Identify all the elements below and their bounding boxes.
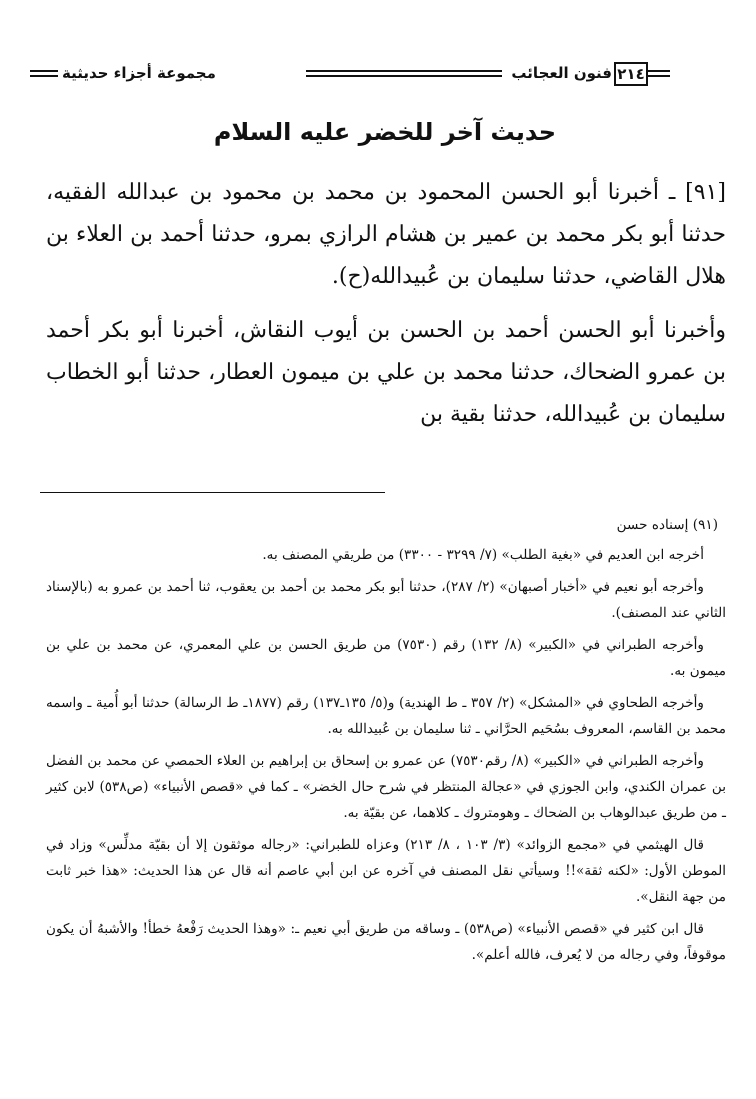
footnote: قال ابن كثير في «قصص الأنبياء» (ص٥٣٨) ـ وساقه من طريق أبي نعيم ـ: «وهذا الحديث رَفْعهُ خطأ! والأشبهُ أن يكون موقوفاً، وفي رجاله من لا يُعرف، فالله أعلم».: [46, 921, 726, 963]
footnote: قال الهيثمي في «مجمع الزوائد» (٣/ ١٠٣ ، ٨/ ٢١٣) وعزاه للطبراني: «رجاله موثقون إلا أن بقيّة مدلِّس» وزاد في الموطن الأول: «لكنه ثقة»!! وسيأتي نقل المصنف في آخره عن ابن أبي عاصم أنه قال عن هذا الحديث: «هذا خبر ثابت من جهة النقل».: [46, 837, 726, 905]
running-header: [40, 58, 730, 92]
footnotes: [46, 512, 726, 974]
page-number: ٢١٤: [614, 62, 648, 86]
book-page: [40, 40, 730, 1070]
footnote-heading: (٩١) إسناده حسن: [616, 517, 718, 533]
main-text: [46, 172, 726, 446]
hadith-paragraph: وأخبرنا أبو الحسن أحمد بن الحسن بن أيوب النقاش، أخبرنا أبو بكر أحمد بن عمرو الضحاك، حدثنا محمد بن علي بن ميمون العطار، حدثنا أبو الخطاب سليمان بن عُبيدالله، حدثنا بقية بن: [46, 318, 726, 427]
footnote: أخرجه ابن العديم في «بغية الطلب» (٧/ ٣٢٩٩ - ٣٣٠٠) من طريقي المصنف به.: [262, 547, 704, 563]
footnote: وأخرجه الطبراني في «الكبير» (٨/ ١٣٢) رقم (٧٥٣٠) من طريق الحسن بن علي المعمري، عن محمد بن علي بن ميمون به.: [46, 637, 726, 679]
header-rule: [30, 70, 58, 77]
footnote-separator: [40, 492, 385, 493]
footnote: وأخرجه الطبراني في «الكبير» (٨/ رقم٧٥٣٠) عن عمرو بن إسحاق بن إبراهيم بن العلاء الحمصي عن محمد بن الفضل بن عمران الكندي، وابن الجوزي في «عجالة المنتظر في شرح حال الخضر» ـ كما في «قصص الأنبياء» (ص٥٣٨) لابن كثير ـ من طريق عبدالوهاب بن الضحاك ـ وهومتروك ـ كلاهما، عن بقيّة به.: [46, 753, 726, 821]
footnote: وأخرجه أبو نعيم في «أخبار أصبهان» (٢/ ٢٨٧)، حدثنا أبو بكر محمد بن أحمد بن يعقوب، ثنا أحمد بن عمرو به (بالإسناد الثاني عند المصنف).: [46, 579, 726, 621]
footnote: وأخرجه الطحاوي في «المشكل» (٢/ ٣٥٧ ـ ط الهندية) و(٥/ ١٣٥ـ١٣٧) رقم (١٨٧٧ـ ط الرسالة) حدثنا أبو أُمية ـ واسمه محمد بن القاسم، المعروف بسُحَيم الحرَّاني ـ ثنا سليمان بن عُبيدالله به.: [46, 695, 726, 737]
header-rule: [648, 70, 670, 77]
series-title: مجموعة أجزاء حديثية: [62, 64, 216, 82]
book-title: فنون العجائب: [511, 64, 612, 82]
hadith-paragraph: [٩١] ـ أخبرنا أبو الحسن المحمود بن محمد بن محمود بن عبدالله الفقيه، حدثنا أبو بكر محمد بن عمير بن هشام الرازي بمرو، حدثنا أحمد بن العلاء بن هلال القاضي، حدثنا سليمان بن عُبيدالله(ح).: [46, 180, 726, 289]
chapter-title: حديث آخر للخضر عليه السلام: [213, 118, 557, 146]
header-rule: [306, 70, 502, 77]
